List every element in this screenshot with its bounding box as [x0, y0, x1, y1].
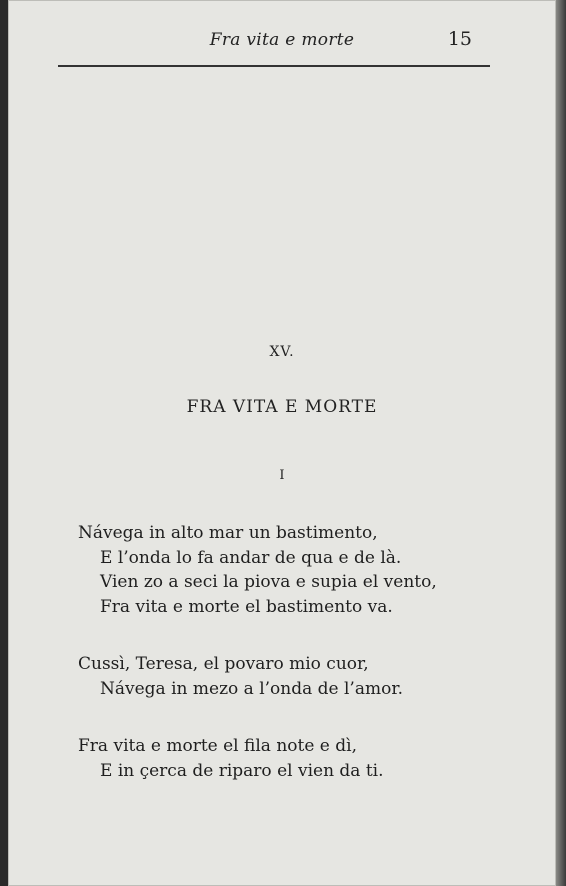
poem-title: FRA VITA E MORTE [186, 397, 378, 417]
page-edge-shadow [556, 0, 566, 886]
running-title: Fra vita e morte [209, 30, 355, 50]
header-rule [58, 65, 490, 67]
stanza-3 [78, 734, 384, 783]
stanza-1 [78, 521, 437, 619]
book-page [8, 0, 556, 886]
poem-line: Vien zo a seci la piova e supia el vento, [100, 572, 437, 592]
poem-line: E l’onda lo fa andar de qua e de là. [100, 547, 402, 568]
page-number: 15 [447, 28, 472, 50]
poem-line: Fra vita e morte el fila note e dì, [78, 736, 357, 756]
poem-line: Fra vita e morte el bastimento va. [100, 596, 393, 617]
poem-line: Návega in alto mar un bastimento, [78, 523, 378, 543]
poem-line: Návega in mezo a l’onda de l’amor. [100, 678, 403, 699]
poem-line: Cussì, Teresa, el povaro mio cuor, [78, 654, 369, 674]
section-number: XV. [269, 344, 295, 360]
part-number: I [279, 468, 285, 483]
poem-line: E in çerca de riparo el vien da ti. [100, 760, 384, 781]
stanza-2 [78, 652, 403, 701]
